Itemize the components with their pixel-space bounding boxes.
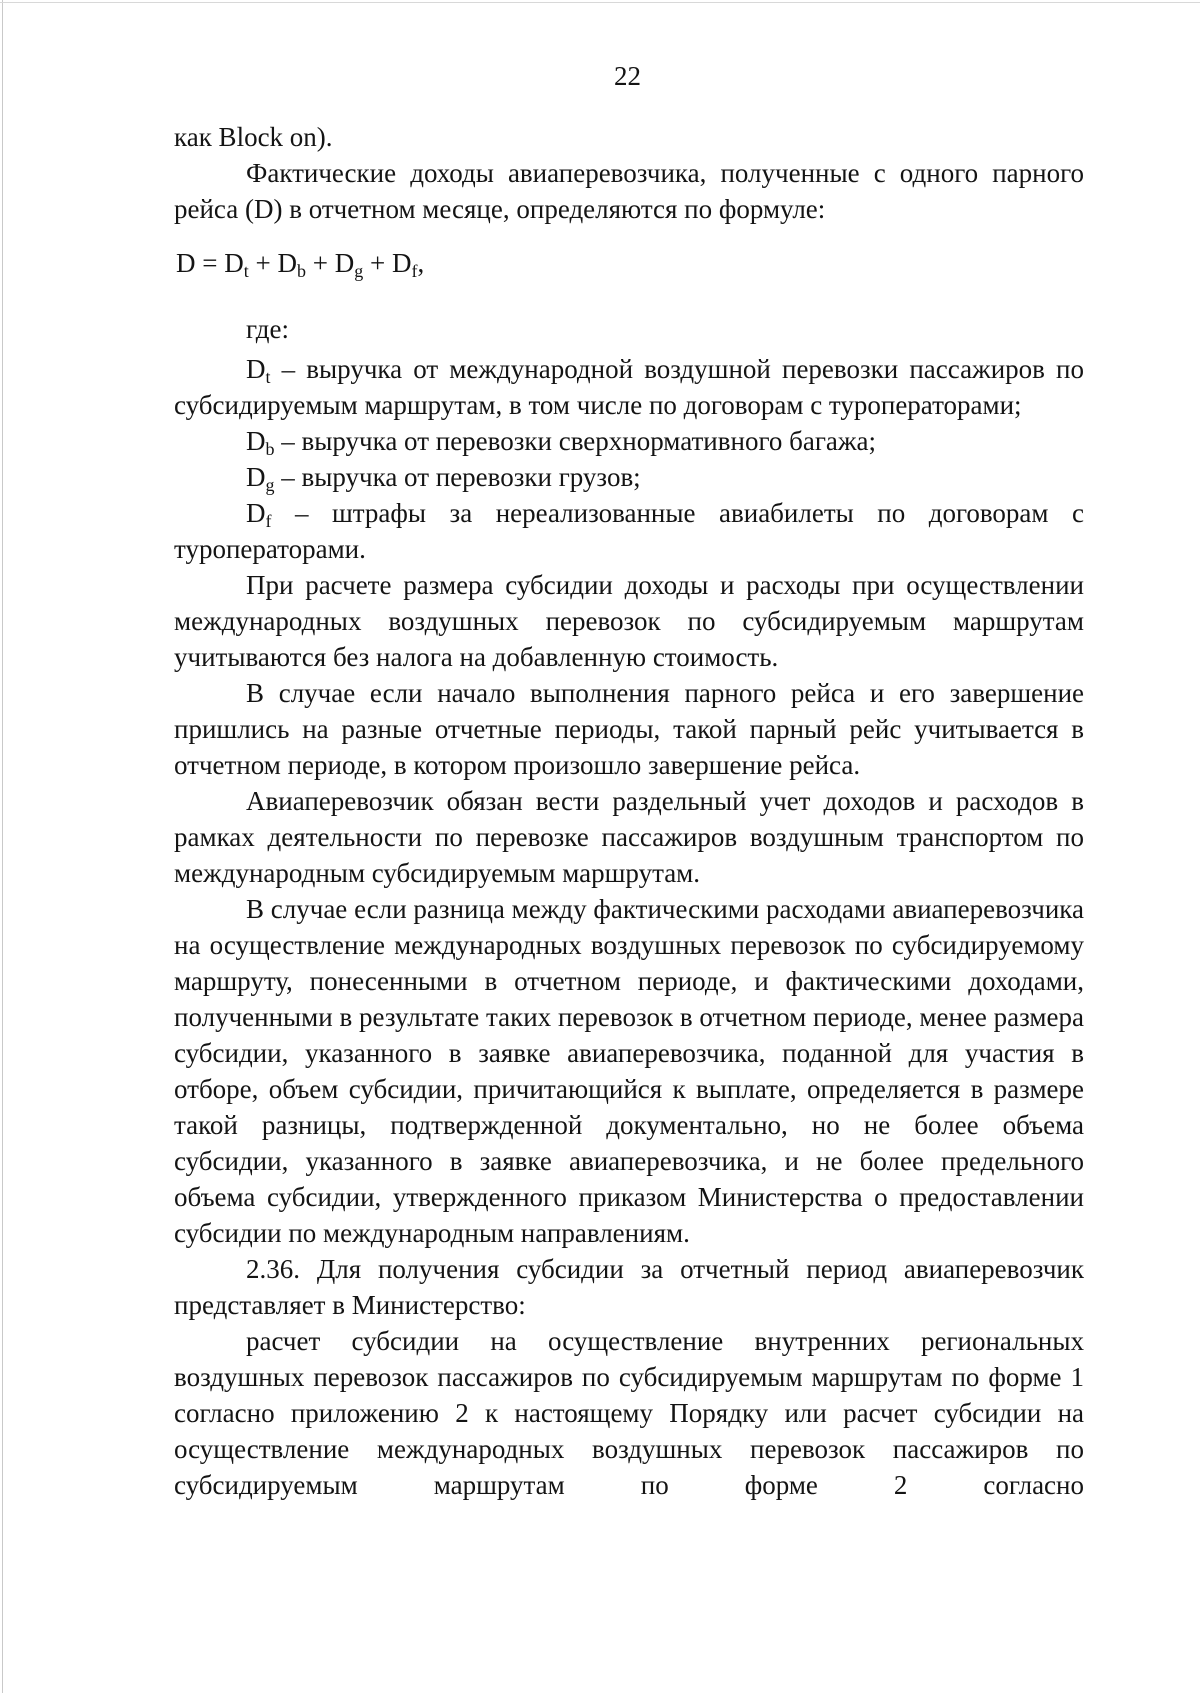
paragraph-difference: В случае если разница между фактическими расходами авиаперевозчика на осуществление международных воздушных перевозок по субсидируемому маршруту, понесенными в отчетном периоде, и фактическими доходами, полученными в результате таких перевозок в отчетном периоде, менее размера субсидии, указанного в заявке авиаперевозчика, поданной для участия в отборе, объем субсидии, причитающийся к выплате, определяется в размере такой разницы, подтвержденной документально, но не более объема субсидии, указанного в заявке авиаперевозчика, и не более предельного объема субсидии, утвержденного приказом Министерства о предоставлении субсидии по международным направлениям. — [174, 894, 1084, 1248]
formula-lhs: D = D — [176, 248, 244, 278]
document-body — [174, 119, 1084, 1503]
definition-subscript: b — [265, 439, 275, 459]
formula — [174, 245, 1084, 281]
definition-symbol: D — [246, 498, 266, 528]
formula-sub-t: t — [243, 261, 249, 281]
paragraph-accounting: Авиаперевозчик обязан вести раздельный учет доходов и расходов в рамках деятельности по перевозке пассажиров воздушным транспортом по международным субсидируемым маршрутам. — [174, 786, 1084, 888]
definition-text: – штрафы за нереализованные авиабилеты по договорам с туроператорами. — [174, 498, 1084, 564]
formula-sub-f: f — [411, 261, 418, 281]
paragraph-2-36: 2.36. Для получения субсидии за отчетный период авиаперевозчик представляет в Министерство: — [174, 1254, 1084, 1320]
definition-symbol: D — [246, 426, 266, 456]
definition-df — [174, 495, 1084, 567]
definition-symbol: D — [246, 462, 266, 492]
scan-edge-top — [0, 2, 1200, 3]
paragraph-calculation: расчет субсидии на осуществление внутренних региональных воздушных перевозок пассажиров по субсидируемым маршрутам по форме 1 согласно приложению 2 к настоящему Порядку или расчет субсидии на осуществление международных воздушных перевозок пассажиров по субсидируемым маршрутам по форме 2 согласно — [174, 1326, 1084, 1500]
continuation-line: как Block on). — [174, 122, 333, 152]
formula-end: , — [417, 248, 425, 278]
where-label: где: — [246, 314, 289, 344]
paragraph-income: Фактические доходы авиаперевозчика, полученные с одного парного рейса (D) в отчетном месяце, определяются по формуле: — [174, 158, 1084, 224]
definition-text: – выручка от перевозки грузов; — [274, 462, 641, 492]
formula-plus-b: + D — [248, 248, 297, 278]
definition-text: – выручка от международной воздушной перевозки пассажиров по субсидируемым маршрутам, в том числе по договорам с туроператорами; — [174, 354, 1084, 420]
formula-plus-f: + D — [363, 248, 412, 278]
formula-sub-b: b — [296, 261, 306, 281]
paragraph-vat: При расчете размера субсидии доходы и расходы при осуществлении международных воздушных перевозок по субсидируемым маршрутам учитываются без налога на добавленную стоимость. — [174, 570, 1084, 672]
definition-symbol: D — [246, 354, 266, 384]
formula-sub-g: g — [354, 261, 364, 281]
definition-text: – выручка от перевозки сверхнормативного багажа; — [274, 426, 877, 456]
definition-dt — [174, 351, 1084, 423]
definition-subscript: g — [265, 475, 275, 495]
paragraph-periods: В случае если начало выполнения парного рейса и его завершение пришлись на разные отчетные периоды, такой парный рейс учитывается в отчетном периоде, в котором произошло завершение рейса. — [174, 678, 1084, 780]
scan-edge-left — [2, 0, 3, 1693]
page-number: 22 — [614, 61, 641, 91]
definition-db — [174, 423, 1084, 459]
formula-plus-g: + D — [305, 248, 355, 278]
definition-subscript: f — [265, 511, 272, 531]
definition-dg — [174, 459, 1084, 495]
definition-subscript: t — [265, 367, 271, 387]
